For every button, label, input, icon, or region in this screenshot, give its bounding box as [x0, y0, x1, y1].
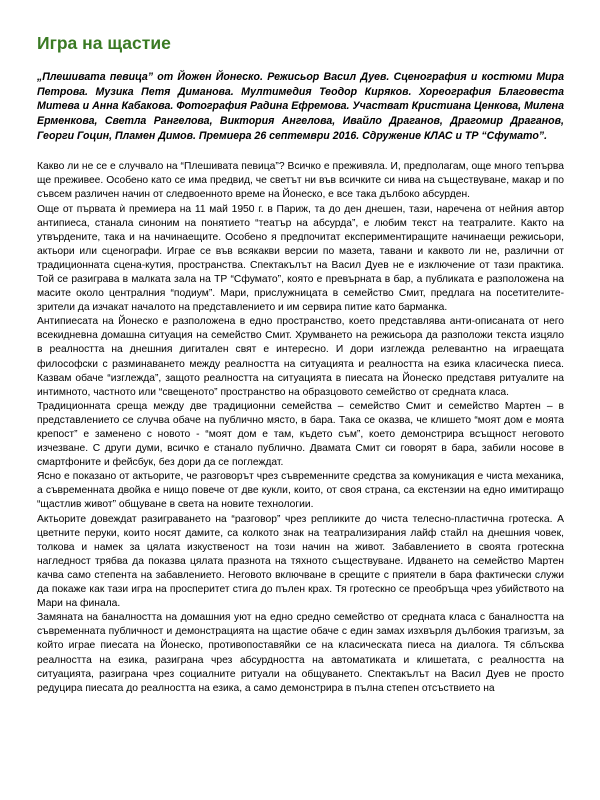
- article-body: [37, 160, 564, 696]
- body-paragraph: Ясно е показано от актьорите, че разговорът чрез съвременните средства за комуникация е чиста механика, а съвременната двойка е нищо повече от две кукли, които, от своя страна, са екстензии на едно имитиращо “щастлив живот” общуване в света на новите технологии.: [37, 471, 564, 511]
- body-paragraph: Актьорите довеждат разиграването на “разговор” чрез репликите до чиста телесно-пластична гротеска. А цветните перуки, които носят дамите, са колкото знак на театрализирания лайф стайл на днешния човек, толкова и намек за цялата изкуственост на този начин на живот. Забавлението в своята гротескна нагледност трябва да показва цялата празнота на тяхното съществуване. Идването на семейство Мартен качва само степента на забавлението. Неговото включване в срещите с приятели в бара фактически служи да покаже как тази игра на просперитет стига до пълен крах. Тя гротескно се преобръща чрез убийството на Мари на финала.: [37, 513, 564, 610]
- body-paragraph: Традиционната среща между две традиционни семейства – семейство Смит и семейство Мартен – в представлението се случва обаче на публично място, в бара. Така се оказва, че клишето “моят дом е моята крепост” е заменено с новото - “моят дом е там, където съм”, което демонстрира всъщност неговото изчезване. С други думи, всичко е станало публично. Двамата Смит си говорят в бара, забили носове в смартфоните и фейсбук, без дори да се поглеждат.: [37, 400, 564, 469]
- article-title: Игра на щастие: [37, 33, 171, 53]
- body-paragraph: Какво ли не се е случвало на “Плешивата певица”? Всичко е преживяла. И, предполагам, още много тепърва ще преживее. Особено като се има предвид, че светът ни във всичките си нива на съществуване, макар и по съвсем различен начин от следвоенното време на Йонеско, е все така дълбоко абсурден.: [37, 161, 564, 201]
- body-paragraph: Антипиесата на Йонеско е разположена в едно пространство, което представлява анти-описаната от него всекидневна домашна ситуация на семейство Смит. Хрумването на режисьора да разположи текста изцяло в реалността на днешния дигитален свят е интересно. И дори изглежда релевантно на играещата философски с разминаването между реалността на ситуацията и реалността на езика класическа пиеса. Казвам обаче “изглежда”, защото реалността на ситуацията в пиесата на Йонеско представя ритуалите на интимното, частното или “свещеното” пространство на образцовото семейство от средната класа.: [37, 316, 564, 398]
- body-paragraph: Замяната на баналността на домашния уют на едно средно семейство от средната класа с баналността на съвременната публичност и демонстрацията на щастие обаче с един замах изхвърля дълбокия трагизъм, за който играе пиесата на Йонеско, противопоставяйки се на класическата пиеса на диалога. Тя сблъсква реалността на езика, разиграна чрез абсурдността на автоматиката и клишетата, с реалността на ситуацията, разиграна чрез социалните ритуали на общуването. Спектакълът на Васил Дуев не просто редуцира пиесата до реалността на езика, а само демонстрира в пълна степен отсъствието на: [37, 612, 564, 694]
- production-credits: „Плешивата певица” от Йожен Йонеско. Режисьор Васил Дуев. Сценография и костюми Мира Петрова. Музика Петя Диманова. Мултимедия Теодор Киряков. Хореография Благовеста Митева и Анна Кабакова. Фотография Радина Ефремова. Участват Кристиана Ценкова, Милена Ерменкова, Светла Рангелова, Виктория Ангелова, Ивайло Драганов, Драгомир Драганов, Георги Гоцин, Пламен Димов. Премиера 26 септември 2016. Сдружение КЛАС и ТР “Сфумато”.: [37, 71, 564, 142]
- body-paragraph: Още от първата ѝ премиера на 11 май 1950 г. в Париж, та до ден днешен, тази, наречена от нейния автор антипиеса, станала синоним на понятието “театър на абсурда”, е любим текст на театралите. Както на утвърдените, така и на начинаещите. Особено я предпочитат експериментиращите начинаещи режисьори, актьори или сценографи. Играе се във всякакви версии по мазета, тавани и каквото ли не, различни от традиционната сцена-кутия, пространства. Спектакълът на Васил Дуев не е изключение от тази практика. Той се разиграва в малката зала на ТР “Сфумато”, която е превърната в бар, а публиката е разположена на масите около централния “подиум”. Мари, прислужницата в семейство Смит, предлага на посетителите-зрители да изчакат началото на представлението и им сервира питие като барманка.: [37, 203, 564, 314]
